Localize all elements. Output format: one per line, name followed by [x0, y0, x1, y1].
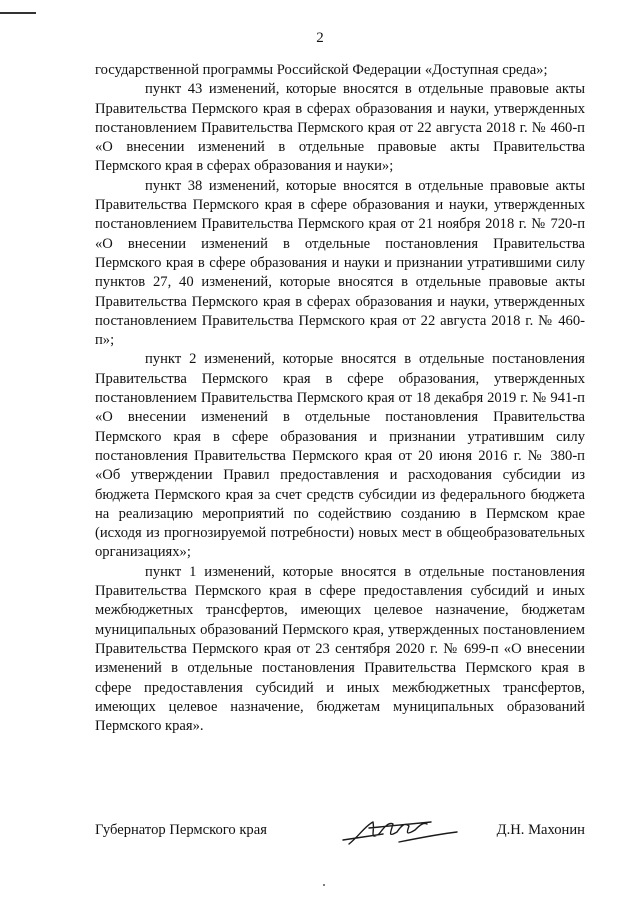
handwritten-signature	[339, 812, 459, 852]
paragraph-1: государственной программы Российской Федерации «Доступная среда»;	[95, 62, 548, 78]
corner-mark	[0, 12, 36, 14]
paragraph-2: пункт 43 изменений, которые вносятся в отдельные правовые акты Правительства Пермского края в сферах образования и науки, утвержденных постановлением Правительства Пермского края от 22 августа 2018 г. № 460-п «О внесении изменений в отдельные правовые акты Правительства Пермского края в сферах образования и науки»;	[95, 81, 585, 175]
page-number: 2	[316, 30, 324, 46]
signatory-title: Губернатор Пермского края	[95, 822, 267, 838]
document-body	[95, 61, 585, 736]
scan-dot	[323, 884, 325, 886]
paragraph-5: пункт 1 изменений, которые вносятся в отдельные постановления Правительства Пермского края в сфере предоставления субсидий и иных межбюджетных трансфертов, имеющих целевое назначение, бюджетам муниципальных образований Пермского края, утвержденных постановлением Правительства Пермского края от 23 сентября 2020 г. № 699-п «О внесении изменений в отдельные постановления Правительства Пермского края в сфере предоставления субсидий и иных межбюджетных трансфертов, имеющих целевое назначение, бюджетам муниципальных образований Пермского края».	[95, 563, 585, 735]
signatory-name: Д.Н. Махонин	[496, 822, 585, 838]
signature-block	[95, 818, 585, 848]
paragraph-3: пункт 38 изменений, которые вносятся в отдельные правовые акты Правительства Пермского края в сфере образования и науки, утвержденных постановлением Правительства Пермского края от 21 ноября 2018 г. № 720-п «О внесении изменений в отдельные постановления Правительства Пермского края в сфере образования и науки и признании утратившими силу пунктов 27, 40 изменений, которые вносятся в отдельные правовые акты Правительства Пермского края в сферах образования и науки, утвержденных постановлением Правительства Пермского края от 22 августа 2018 г. № 460-п»;	[95, 177, 585, 349]
paragraph-4: пункт 2 изменений, которые вносятся в отдельные постановления Правительства Пермского края в сфере образования, утвержденных постановлением Правительства Пермского края от 18 декабря 2019 г. № 941-п «О внесении изменений в отдельные постановления Правительства Пермского края в сфере образования и признании утратившим силу постановления Правительства Пермского края от 20 июня 2016 г. № 380-п «Об утверждении Правил предоставления и расходования субсидии из бюджета Пермского края за счет средств субсидии из федерального бюджета на реализацию мероприятий по содействию созданию в Пермском крае (исходя из прогнозируемой потребности) новых мест в общеобразовательных организациях»;	[95, 351, 585, 561]
